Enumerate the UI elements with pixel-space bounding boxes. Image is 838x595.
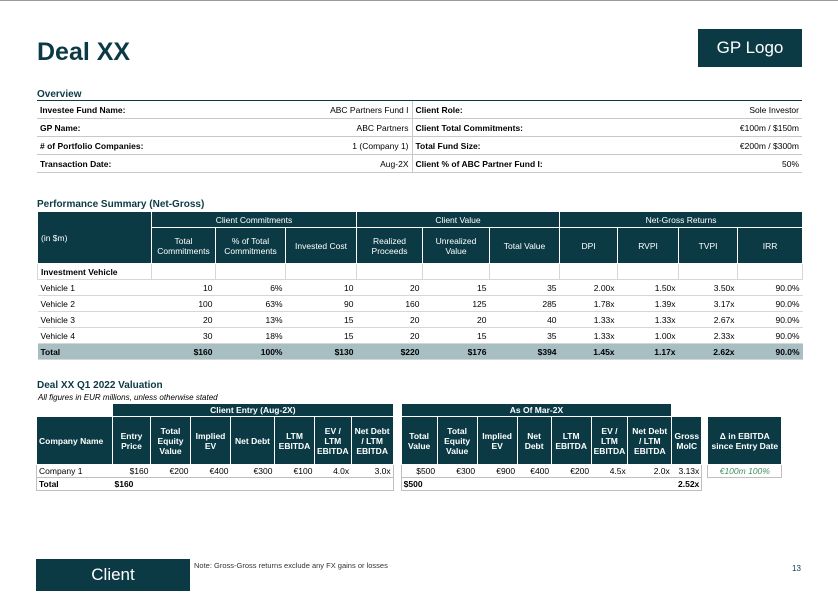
page-title: Deal XX	[37, 38, 131, 66]
total-cell: 1.45x	[560, 344, 618, 360]
gap	[708, 478, 782, 491]
table-row	[38, 312, 803, 328]
value-cell: 90.0%	[738, 328, 803, 344]
total-cell: 1.17x	[618, 344, 679, 360]
value-cell: 2.67x	[679, 312, 738, 328]
value-cell: 10	[152, 280, 216, 296]
gap	[393, 417, 401, 465]
current-column-header: LTM EBITDA	[551, 417, 591, 465]
overview-row	[37, 101, 802, 119]
current-value: 4.5x	[591, 465, 628, 478]
column-header: TVPI	[679, 228, 738, 264]
empty-cell	[286, 264, 357, 280]
empty-cell	[738, 264, 803, 280]
current-value: €400	[517, 465, 551, 478]
entry-value: 3.0x	[351, 465, 393, 478]
value-cell: 125	[423, 296, 490, 312]
overview-value: 50%	[632, 155, 802, 173]
vehicle-name: Vehicle 3	[38, 312, 152, 328]
group-net-gross-returns: Net-Gross Returns	[560, 212, 803, 228]
value-cell: 63%	[216, 296, 286, 312]
overview-label: Client Role:	[412, 101, 632, 119]
overview-label: Investee Fund Name:	[37, 101, 237, 119]
entry-value: €400	[191, 465, 231, 478]
value-cell: 2.00x	[560, 280, 618, 296]
overview-value: ABC Partners Fund I	[237, 101, 412, 119]
value-cell: 1.78x	[560, 296, 618, 312]
value-cell: 18%	[216, 328, 286, 344]
value-cell: 15	[423, 328, 490, 344]
column-header: RVPI	[618, 228, 679, 264]
total-row	[38, 344, 803, 360]
current-value: $500	[401, 465, 437, 478]
overview-row	[37, 119, 802, 137]
overview-label: GP Name:	[37, 119, 237, 137]
empty-cell	[423, 264, 490, 280]
empty-cell	[351, 478, 393, 491]
overview-label: Client % of ABC Partner Fund I:	[412, 155, 632, 173]
current-column-header: Net Debt / LTM EBITDA	[628, 417, 672, 465]
total-cell: $220	[357, 344, 423, 360]
entry-column-header: LTM EBITDA	[275, 417, 315, 465]
current-column-header: Net Debt	[517, 417, 551, 465]
value-cell: 10	[286, 280, 357, 296]
column-header: Total Commitments	[152, 228, 216, 264]
column-header: Total Value	[490, 228, 560, 264]
empty-cell	[618, 264, 679, 280]
current-value: 2.0x	[628, 465, 672, 478]
empty-cell	[437, 478, 477, 491]
column-header: Unrealized Value	[423, 228, 490, 264]
valuation-table	[36, 403, 782, 491]
value-cell: 90.0%	[738, 312, 803, 328]
total-row	[37, 478, 782, 491]
value-cell: 1.33x	[618, 312, 679, 328]
company-name: Company 1	[37, 465, 113, 478]
table-row	[38, 296, 803, 312]
empty-cell	[517, 478, 551, 491]
entry-value: €200	[151, 465, 191, 478]
value-cell: 90.0%	[738, 296, 803, 312]
entry-column-header: Net Debt / LTM EBITDA	[351, 417, 393, 465]
value-cell: 20	[152, 312, 216, 328]
empty-cell	[151, 478, 191, 491]
vehicle-name: Vehicle 1	[38, 280, 152, 296]
empty-cell	[231, 478, 275, 491]
group-client-commitments: Client Commitments	[152, 212, 357, 228]
overview-table	[37, 101, 802, 173]
current-column-header: Total Value	[401, 417, 437, 465]
valuation-subtitle: All figures in EUR millions, unless otherwise stated	[38, 393, 218, 402]
valuation-heading: Deal XX Q1 2022 Valuation	[37, 380, 163, 391]
overview-row	[37, 137, 802, 155]
overview-value: Sole Investor	[632, 101, 802, 119]
value-cell: 1.50x	[618, 280, 679, 296]
overview-heading: Overview	[37, 89, 82, 100]
total-cell: $160	[152, 344, 216, 360]
vehicle-name: Vehicle 2	[38, 296, 152, 312]
company-header: Company Name	[37, 417, 113, 465]
corner-label: (in $m)	[38, 212, 152, 264]
value-cell: 20	[357, 312, 423, 328]
current-column-header: Implied EV	[477, 417, 517, 465]
overview-value: €100m / $150m	[632, 119, 802, 137]
delta-header: Δ in EBITDA since Entry Date	[708, 417, 782, 465]
empty-cell	[216, 264, 286, 280]
entry-column-header: Implied EV	[191, 417, 231, 465]
total-cell: $130	[286, 344, 357, 360]
column-header: Invested Cost	[286, 228, 357, 264]
value-cell: 15	[286, 328, 357, 344]
total-value: $500	[401, 478, 437, 491]
current-column-header: Gross MoIC	[672, 417, 702, 465]
entry-column-header: Entry Price	[113, 417, 151, 465]
entry-column-header: Net Debt	[231, 417, 275, 465]
overview-label: # of Portfolio Companies:	[37, 137, 237, 155]
total-label: Total	[38, 344, 152, 360]
overview-label: Transaction Date:	[37, 155, 237, 173]
empty-cell	[152, 264, 216, 280]
vehicle-name: Vehicle 4	[38, 328, 152, 344]
delta-pct: 100%	[748, 466, 770, 476]
entry-column-header: EV / LTM EBITDA	[315, 417, 352, 465]
value-cell: 40	[490, 312, 560, 328]
total-cell: $394	[490, 344, 560, 360]
section-label: Investment Vehicle	[38, 264, 152, 280]
section-row	[38, 264, 803, 280]
page-number: 13	[792, 564, 801, 573]
value-cell: 160	[357, 296, 423, 312]
current-column-header: EV / LTM EBITDA	[591, 417, 628, 465]
as-of-group: As Of Mar-2X	[401, 404, 672, 417]
entry-value: €300	[231, 465, 275, 478]
value-cell: 90	[286, 296, 357, 312]
table-row	[38, 328, 803, 344]
entry-column-header: Total Equity Value	[151, 417, 191, 465]
value-cell: 1.33x	[560, 328, 618, 344]
value-cell: 1.39x	[618, 296, 679, 312]
current-value: €300	[437, 465, 477, 478]
value-cell: 20	[423, 312, 490, 328]
empty-cell	[679, 264, 738, 280]
gap	[393, 478, 401, 491]
value-cell: 20	[357, 280, 423, 296]
delta-value	[708, 465, 782, 478]
total-moic: 2.52x	[672, 478, 702, 491]
current-value: 3.13x	[672, 465, 702, 478]
client-entry-group: Client Entry (Aug-2X)	[113, 404, 394, 417]
value-cell: 6%	[216, 280, 286, 296]
value-cell: 30	[152, 328, 216, 344]
total-cell: $176	[423, 344, 490, 360]
value-cell: 13%	[216, 312, 286, 328]
empty-cell	[477, 478, 517, 491]
current-value: €900	[477, 465, 517, 478]
current-column-header: Total Equity Value	[437, 417, 477, 465]
value-cell: 15	[286, 312, 357, 328]
column-header: % of Total Commitments	[216, 228, 286, 264]
entry-value: $160	[113, 465, 151, 478]
column-header: IRR	[738, 228, 803, 264]
delta-abs: €100m	[719, 466, 746, 476]
overview-label: Total Fund Size:	[412, 137, 632, 155]
value-cell: 20	[357, 328, 423, 344]
empty-cell	[315, 478, 352, 491]
value-cell: 2.33x	[679, 328, 738, 344]
total-label: Total	[37, 478, 113, 491]
performance-table	[37, 211, 803, 360]
overview-value: Aug-2X	[237, 155, 412, 173]
empty-cell	[275, 478, 315, 491]
entry-value: 4.0x	[315, 465, 352, 478]
empty-cell	[591, 478, 628, 491]
top-border	[0, 0, 838, 1]
empty-cell	[628, 478, 672, 491]
footnote: Note: Gross-Gross returns exclude any FX gains or losses	[194, 561, 388, 570]
gp-logo: GP Logo	[698, 29, 802, 67]
overview-value: ABC Partners	[237, 119, 412, 137]
empty-cell	[551, 478, 591, 491]
overview-label: Client Total Commitments:	[412, 119, 632, 137]
table-row	[38, 280, 803, 296]
value-cell: 285	[490, 296, 560, 312]
value-cell: 1.00x	[618, 328, 679, 344]
current-value: €200	[551, 465, 591, 478]
overview-row	[37, 155, 802, 173]
value-cell: 100	[152, 296, 216, 312]
value-cell: 35	[490, 280, 560, 296]
client-box: Client	[36, 559, 190, 591]
performance-heading: Performance Summary (Net-Gross)	[37, 199, 205, 210]
column-header: Realized Proceeds	[357, 228, 423, 264]
value-cell: 15	[423, 280, 490, 296]
gap	[393, 465, 401, 478]
overview-value: €200m / $300m	[632, 137, 802, 155]
empty-cell	[490, 264, 560, 280]
value-cell: 1.33x	[560, 312, 618, 328]
total-cell: 2.62x	[679, 344, 738, 360]
empty-cell	[560, 264, 618, 280]
table-row	[37, 465, 782, 478]
overview-value: 1 (Company 1)	[237, 137, 412, 155]
value-cell: 3.17x	[679, 296, 738, 312]
entry-value: €100	[275, 465, 315, 478]
column-header: DPI	[560, 228, 618, 264]
total-entry-price: $160	[113, 478, 151, 491]
group-client-value: Client Value	[357, 212, 560, 228]
empty-cell	[191, 478, 231, 491]
total-cell: 90.0%	[738, 344, 803, 360]
total-cell: 100%	[216, 344, 286, 360]
value-cell: 3.50x	[679, 280, 738, 296]
value-cell: 35	[490, 328, 560, 344]
value-cell: 90.0%	[738, 280, 803, 296]
empty-cell	[357, 264, 423, 280]
